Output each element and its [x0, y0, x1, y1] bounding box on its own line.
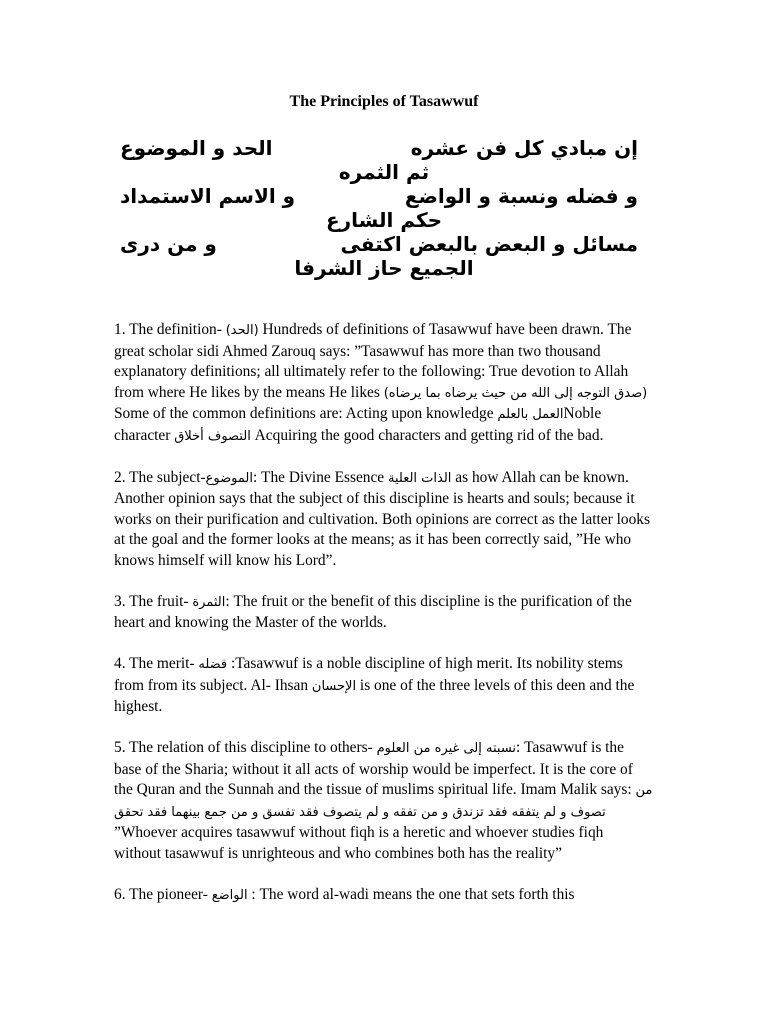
- section-merit: 4. The merit- فضله :Tasawwuf is a noble discipline of high merit. Its nobility stems from from its subject. Al- Ihsan الإحسان is one of the three levels of this deen and the highest.: [114, 655, 635, 715]
- poem-hemistich-right: و فضله ونسبة و الواضع: [404, 184, 638, 208]
- section-subject: 2. The subject-الموضوع: The Divine Essence الذات العلية as how Allah can be known. Another opinion says that the subject of this discipline is hearts and souls; because it works on their purification and cultivation. Both opinions are correct as the latter looks at the goal and the former looks at the means; as it has been correctly said, ”He who knows himself will know his Lord”.: [114, 468, 650, 569]
- poem-verse-3: [100, 232, 668, 280]
- poem-hemistich-right: مسائل و البعض بالبعض اكتفى: [340, 232, 638, 256]
- document-body: [114, 320, 654, 927]
- poem-verse-2: [100, 184, 668, 232]
- document-title: The Principles of Tasawwuf: [289, 93, 479, 110]
- poem-hemistich-left: و من درى: [120, 232, 217, 256]
- poem-verse-1: [100, 136, 668, 184]
- section-relation: 5. The relation of this discipline to others- نسبته إلى غيره من العلوم: Tasawwuf is the base of the Sharia; without it all acts of worship would be imperfect. It is the core of the Quran and the Sunnah and the tissue of muslims spiritual life. Imam Malik says: من تصوف و لم يتفقه فقد تزندق و من تفقه و لم يتصوف فقد تفسق و من جمع بينهما فقد تحقق ”Whoever acquires tasawwuf without fiqh is a heretic and whoever studies fiqh without tasawwuf is unrighteous and who combines both has the reality”: [114, 739, 653, 862]
- section-definition: 1. The definition- (الحد) Hundreds of definitions of Tasawwuf have been drawn. The great scholar sidi Ahmed Zarouq says: ”Tasawwuf has more than two thousand explanatory definitions; all ultimately refer to the following: True devotion to Allah from where He likes by the means He likes (صدق التوجه إلى الله من حيث يرضاه بما يرضاه) Some of the common definitions are: Acting upon knowledge العمل بالعلمNoble character التصوف أخلاق Acquiring the good characters and getting rid of the bad.: [114, 321, 648, 444]
- arabic-poem: [100, 136, 668, 280]
- section-pioneer: 6. The pioneer- الواضع : The word al-wadi means the one that sets forth this: [114, 885, 575, 903]
- poem-hemistich-left: الحد و الموضوع: [120, 136, 273, 160]
- poem-hemistich-left: و الاسم الاستمداد: [120, 184, 296, 208]
- poem-line-tail: الجميع حاز الشرفا: [294, 256, 474, 280]
- poem-line-tail: ثم الثمره: [338, 160, 430, 184]
- poem-line-tail: حكم الشارع: [325, 208, 443, 232]
- section-fruit: 3. The fruit- الثمرة: The fruit or the benefit of this discipline is the purification of the heart and knowing the Master of the worlds.: [114, 592, 632, 631]
- poem-hemistich-right: إن مبادي كل فن عشره: [410, 136, 638, 160]
